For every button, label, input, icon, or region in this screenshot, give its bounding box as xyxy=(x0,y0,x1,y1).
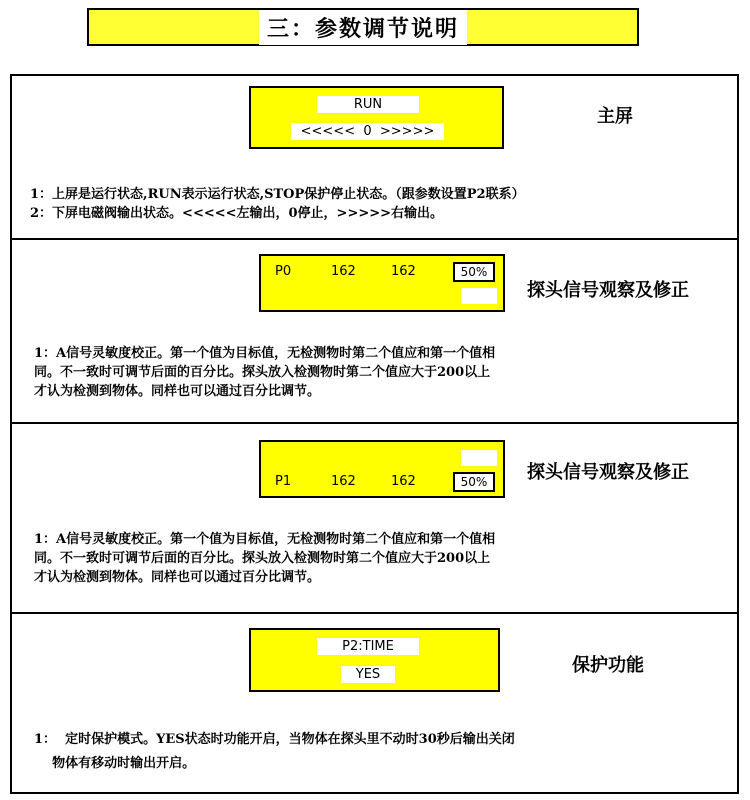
screen-label: 探头信号观察及修正 xyxy=(527,280,689,301)
section-main-screen xyxy=(10,74,739,240)
screen-label: 保护功能 xyxy=(572,655,644,676)
description-line: 同。不一致时可调节后面的百分比。探头放入检测物时第二个值应大于200以上 xyxy=(34,365,491,380)
description-line: 2：下屏电磁阀输出状态。<<<<<左输出，0停止，>>>>>右输出。 xyxy=(30,206,444,221)
lcd-top-line: P2:TIME xyxy=(317,638,419,655)
param-code: P0 xyxy=(275,264,292,279)
target-value: 162 xyxy=(331,474,356,489)
section-p2-protection xyxy=(10,612,739,794)
lcd-display-p2 xyxy=(249,628,500,692)
screen-label: 探头信号观察及修正 xyxy=(527,462,689,483)
blank-box xyxy=(461,288,497,304)
description-line: 1：上屏是运行状态,RUN表示运行状态,STOP保护停止状态。（跟参数设置P2联系） xyxy=(30,187,525,202)
title-banner xyxy=(87,8,639,46)
lcd-top-line: RUN xyxy=(317,96,419,113)
description-line: 才认为检测到物体。同样也可以通过百分比调节。 xyxy=(34,570,321,585)
measured-value: 162 xyxy=(391,474,416,489)
blank-box xyxy=(461,450,497,466)
section-p0 xyxy=(10,238,739,424)
lcd-bottom-line: YES xyxy=(341,666,395,683)
percent-box: 50% xyxy=(453,262,495,282)
percent-box: 50% xyxy=(453,472,495,492)
description-line: 1：A信号灵敏度校正。第一个值为目标值，无检测物时第二个值应和第一个值相 xyxy=(34,532,496,547)
lcd-display-main xyxy=(249,86,504,149)
param-code: P1 xyxy=(275,474,292,489)
lcd-bottom-line: <<<<< 0 >>>>> xyxy=(291,123,444,140)
target-value: 162 xyxy=(331,264,356,279)
description-line: 1：A信号灵敏度校正。第一个值为目标值，无检测物时第二个值应和第一个值相 xyxy=(34,346,496,361)
description-line: 1： 定时保护模式。YES状态时功能开启，当物体在探头里不动时30秒后输出关闭 xyxy=(34,732,515,747)
measured-value: 162 xyxy=(391,264,416,279)
lcd-display-p0 xyxy=(259,254,505,312)
description-line: 物体有移动时输出开启。 xyxy=(34,756,196,771)
screen-label: 主屏 xyxy=(597,106,633,127)
section-p1 xyxy=(10,422,739,614)
description-line: 同。不一致时可调节后面的百分比。探头放入检测物时第二个值应大于200以上 xyxy=(34,551,491,566)
page-title: 三：参数调节说明 xyxy=(259,10,467,45)
description-line: 才认为检测到物体。同样也可以通过百分比调节。 xyxy=(34,384,321,399)
lcd-display-p1 xyxy=(259,440,505,498)
